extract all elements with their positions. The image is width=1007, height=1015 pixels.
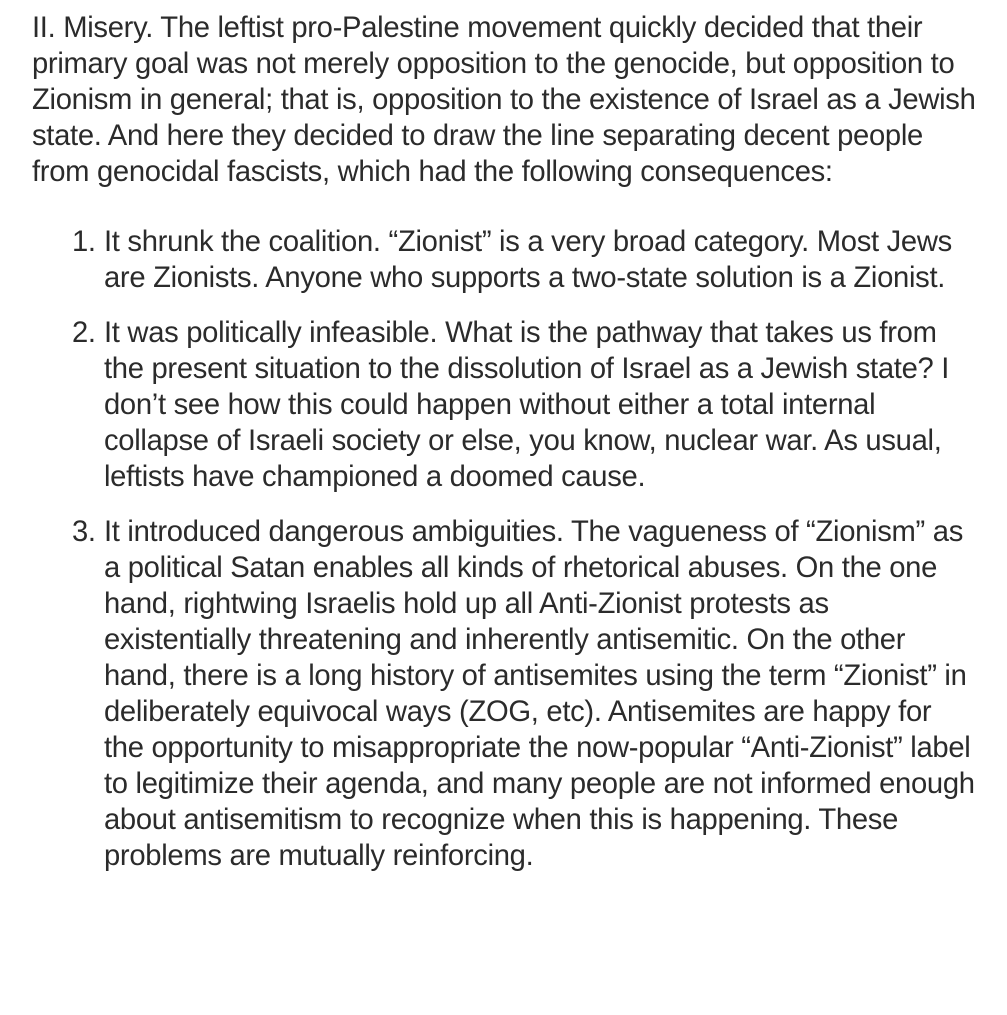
document-body — [32, 10, 977, 874]
intro-paragraph: II. Misery. The leftist pro-Palestine movement quickly decided that their primary goal was not merely opposition to the genocide, but opposition to Zionism in general; that is, opposition to the existence of Israel as a Jewish state. And here they decided to draw the line separating decent people from genocidal fascists, which had the following consequences: — [32, 12, 976, 188]
list-item-text: It shrunk the coalition. “Zionist” is a very broad category. Most Jews are Zionists. Anyone who supports a two-state solution is a Zionist. — [104, 226, 952, 294]
list-item — [32, 224, 977, 296]
consequences-list — [32, 224, 977, 874]
list-item-number: 2. — [72, 317, 96, 349]
list-item-text: It was politically infeasible. What is the pathway that takes us from the present situation to the dissolution of Israel as a Jewish state? I don’t see how this could happen without either a total internal collapse of Israeli society or else, you know, nuclear war. As usual, leftists have championed a doomed cause. — [104, 317, 950, 493]
list-item-text: It introduced dangerous ambiguities. The vagueness of “Zionism” as a political Satan enables all kinds of rhetorical abuses. On the one hand, rightwing Israelis hold up all Anti-Zionist protests as existentially threatening and inherently antisemitic. On the other hand, there is a long history of antisemites using the term “Zionist” in deliberately equivocal ways (ZOG, etc). Antisemites are happy for the opportunity to misappropriate the now-popular “Anti-Zionist” label to legitimize their agenda, and many people are not informed enough about antisemitism to recognize when this is happening. These problems are mutually reinforcing. — [104, 516, 975, 872]
list-item — [32, 514, 977, 874]
list-item — [32, 315, 977, 495]
list-item-number: 1. — [72, 226, 96, 258]
list-item-number: 3. — [72, 516, 96, 548]
